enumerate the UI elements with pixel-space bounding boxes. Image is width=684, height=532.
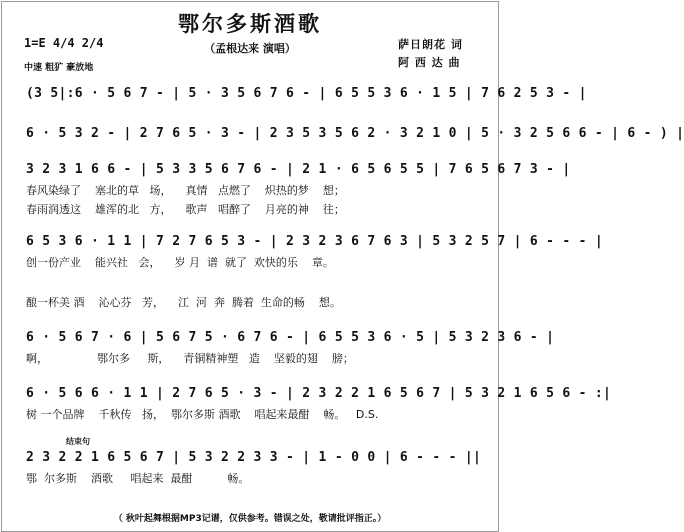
score-line-4-lyrics-2: 酿一杯美 酒 沁心芬 芳， 江 河 奔 腾着 生命的畅 想。 (26, 296, 341, 309)
song-title: 鄂尔多斯酒歌 (178, 12, 322, 36)
score-line-7-melody: 2 3 2 2 1 6 5 6 7 | 5 3 2 2 3 3 - | 1 - 0 0 | 6 - - - || (26, 450, 482, 465)
key-signature: 1=E 4/4 2/4 (24, 36, 104, 50)
score-line-2-melody: 6 · 5 3 2 - | 2 7 6 5 · 3 - | 2 3 5 3 5 6 2 · 3 2 1 0 | 5 · 3 2 5 6 6 - | 6 - ) | (26, 126, 684, 141)
score-line-1-melody: (3 5|:6 · 5 6 7 - | 5 · 3 5 6 7 6 - | 6 5 5 3 6 · 1 5 | 7 6 2 5 3 - | (26, 86, 587, 101)
ending-label: 结束句 (66, 437, 90, 446)
composer-credit: 阿 西 达 曲 (398, 56, 461, 69)
score-line-6-melody: 6 · 5 6 6 · 1 1 | 2 7 6 5 · 3 - | 2 3 2 2 1 6 5 6 7 | 5 3 2 1 6 5 6 - :| (26, 386, 612, 401)
score-line-4-melody: 6 5 3 6 · 1 1 | 7 2 7 6 5 3 - | 2 3 2 3 6 7 6 3 | 5 3 2 5 7 | 6 - - - | (26, 234, 603, 249)
tempo-marking: 中速 粗犷 豪放地 (24, 63, 94, 73)
singer-credit: （孟根达来 演唱） (204, 42, 296, 55)
score-line-5-melody: 6 · 5 6 7 · 6 | 5 6 7 5 · 6 7 6 - | 6 5 5 3 6 · 5 | 5 3 2 3 6 - | (26, 330, 555, 345)
lyricist-credit: 萨日朗花 词 (398, 38, 463, 51)
score-line-3-melody: 3 2 3 1 6 6 - | 5 3 3 5 6 7 6 - | 2 1 · 6 5 6 5 5 | 7 6 5 6 7 3 - | (26, 162, 571, 177)
score-line-3-lyrics-1: 春风染绿了 塞北的草 场， 真情 点燃了 炽热的梦 想； (26, 184, 345, 197)
score-line-7-lyrics: 鄂 尔多斯 酒歌 唱起来 最酣 畅。 (26, 472, 250, 485)
score-line-6-lyrics: 树 一个品牌 千秋传 扬， 鄂尔多斯 酒歌 唱起来最酣 畅。 D.S. (26, 408, 379, 421)
score-line-4-lyrics-1: 创一份产业 能兴社 会， 岁 月 谱 就了 欢快的乐 章。 (26, 256, 334, 269)
transcription-note: （ 秋叶起舞根据MP3记谱，仅供参考。错误之处，敬请批评指正。） (113, 514, 387, 524)
score-line-3-lyrics-2: 春雨润透这 雄浑的北 方， 歌声 唱醉了 月亮的神 往； (26, 203, 345, 216)
score-line-5-lyrics: 啊， 鄂尔多 斯， 青铜精神塑 造 坚毅的翅 膀； (26, 352, 354, 365)
